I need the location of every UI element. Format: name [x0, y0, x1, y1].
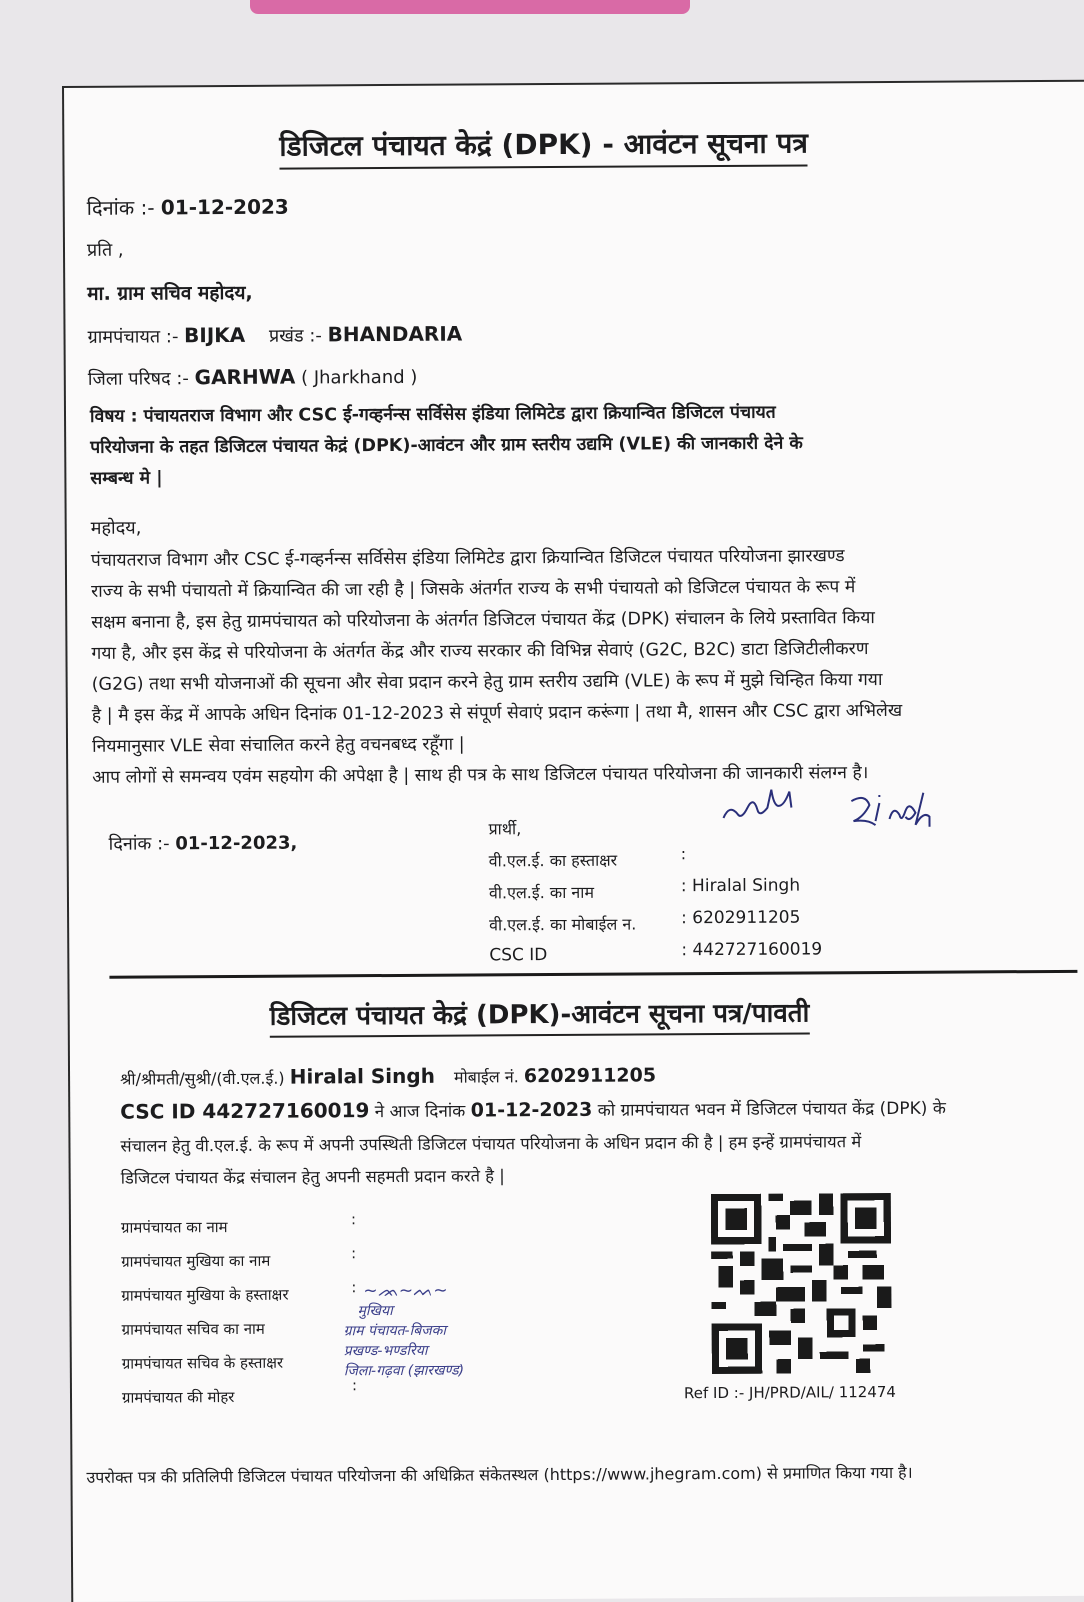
vle-name-value: : Hiralal Singh — [680, 875, 801, 897]
body-text: पंचायतराज विभाग और CSC ई-गव्हर्नन्स सर्विसेस इंडिया लिमिटेड द्वारा क्रियान्वित डिजिटल पंचायत परियोजना झारखण्ड राज्य के सभी पंचायतो में क्रियान्वित की जा रही है | जिसके अंतर्गत राज्य के सभी पंचायतो को डिजिटल पंचायत के रूप में सक्षम बनाना है, इस हेतु ग्रामपंचायत को परियोजना के अंतर्गत डिजिटल पंचायत केंद्र (DPK) संचालन के लिये प्रस्तावित किया गया है, और इस केंद्र से परियोजना के अंतर्गत केंद्र और राज्य सरकार की विभिन्न सेवाएं (G2C, B2C) डाटा डिजिटीलीकरण (G2G) तथा सभी योजनाओं की सूचना और सेवा प्रदान करने हेतु ग्राम स्तरीय उद्यमि (VLE) के रूप में मुझे चिन्हित किया गया है | मै इस केंद्र में आपके अधिन दिनांक 01-12-2023 से संपूर्ण सेवाएं प्रदान करूंगा | तथा मै, शासन और CSC द्वारा अभिलेख नियमानुसार VLE सेवा संचालित करने हेतु वचनबध्द रहूँगा | आप लोगों से समन्वय एवंम सहयोग की अपेक्षा है | साथ ही पत्र के साथ डिजिटल पंचायत परियोजना की जानकारी संलग्न है। — [90, 546, 903, 788]
field-colon: : — [351, 1244, 357, 1263]
prarthi: प्रार्थी, — [488, 819, 522, 839]
field-sachiv-name: ग्रामपंचायत सचिव का नाम — [121, 1319, 265, 1339]
vle-signature-colon: : — [680, 844, 687, 864]
field-panchayat-name: ग्रामपंचायत का नाम — [120, 1218, 228, 1237]
vle-signature-label: वी.एल.ई. का हस्ताक्षर — [488, 850, 618, 871]
sign-date: दिनांक :- 01-12-2023, — [108, 832, 298, 855]
field-colon: : — [351, 1376, 358, 1395]
subject: विषय : पंचायतराज विभाग और CSC ई-गव्हर्नन्स सर्विसेस इंडिया लिमिटेड द्वारा क्रियान्वित डिजिटल पंचायत परियोजना के तहत डिजिटल पंचायत केद्रं (DPK)-आवंटन और ग्राम स्तरीय उद्यमि (VLE) की जानकारी देने के सम्बन्ध मे | — [89, 402, 803, 489]
letter-sheet — [62, 80, 1084, 1602]
field-colon: : — [351, 1278, 357, 1297]
qr-code — [711, 1193, 892, 1374]
field-sachiv-signature: ग्रामपंचायत सचिव के हस्ताक्षर — [121, 1353, 284, 1373]
receipt-title: डिजिटल पंचायत केद्रं (DPK)-आवंटन सूचना पत्र/पावती — [270, 993, 810, 1037]
addressee: मा. ग्राम सचिव महोदय, — [87, 281, 253, 305]
footer-note: उपरोक्त पत्र की प्रतिलिपी डिजिटल पंचायत परियोजना की अधिक्रित संकेतस्थल (https://www.jhegram.com) से प्रमाणित किया गया है। — [86, 1462, 913, 1487]
date-line: दिनांक :- 01-12-2023 — [86, 194, 289, 220]
field-panchayat-seal: ग्रामपंचायत की मोहर — [121, 1387, 235, 1407]
vle-mobile-label: वी.एल.ई. का मोबाईल न. — [489, 914, 637, 935]
mukhiya-stamp: ~ᨏ~ᨓ~ मुखिया ग्राम पंचायत-बिजका प्रखण्ड-भण्डरिया जिला-गढ़वा (झारखण्ड) — [343, 1280, 504, 1391]
salutation: महोदय, — [90, 517, 142, 539]
vle-signature-image — [703, 782, 973, 838]
district-line: जिला परिषद :- GARHWA ( Jharkhand ) — [87, 364, 418, 390]
panchayat-line: ग्रामपंचायत :- BIJKA प्रखंड :- BHANDARIA — [87, 321, 463, 348]
section-divider — [109, 970, 1077, 979]
field-colon: : — [350, 1210, 357, 1229]
receipt-line-2: CSC ID 442727160019 ने आज दिनांक 01-12-2023 को ग्रामपंचायत भवन में डिजिटल पंचायत केंद्र (DPK) के — [120, 1098, 946, 1124]
vle-name-label: वी.एल.ई. का नाम — [488, 882, 595, 903]
receipt-line-1: श्री/श्रीमती/सुश्री/(वी.एल.ई.) Hiralal Singh मोबाईल नं. 6202911205 — [120, 1063, 657, 1089]
letter-title: डिजिटल पंचायत केद्रं (DPK) - आवंटन सूचना पत्र — [279, 123, 808, 169]
prati: प्रति , — [86, 239, 124, 261]
receipt-line-3: संचालन हेतु वी.एल.ई. के रूप में अपनी उपस्थिती डिजिटल पंचायत परियोजना के अधिन प्रदान की है | हम इन्हें ग्रामपंचायत में — [120, 1132, 862, 1156]
vle-mobile-value: : 6202911205 — [681, 907, 801, 929]
receipt-line-4: डिजिटल पंचायत केंद्र संचालन हेतु अपनी सहमती प्रदान करते है | — [120, 1166, 505, 1188]
ref-id: Ref ID :- JH/PRD/AIL/ 112474 — [683, 1382, 897, 1403]
background-object — [250, 0, 690, 14]
field-mukhiya-signature: ग्रामपंचायत मुखिया के हस्ताक्षर — [121, 1285, 289, 1305]
field-mukhiya-name: ग्रामपंचायत मुखिया का नाम — [121, 1251, 271, 1271]
csc-id-value: : 442727160019 — [681, 939, 823, 961]
mukhiya-signature-mark: ~ᨏ~ᨓ~ — [363, 1280, 448, 1302]
csc-id-label: CSC ID — [489, 945, 548, 966]
